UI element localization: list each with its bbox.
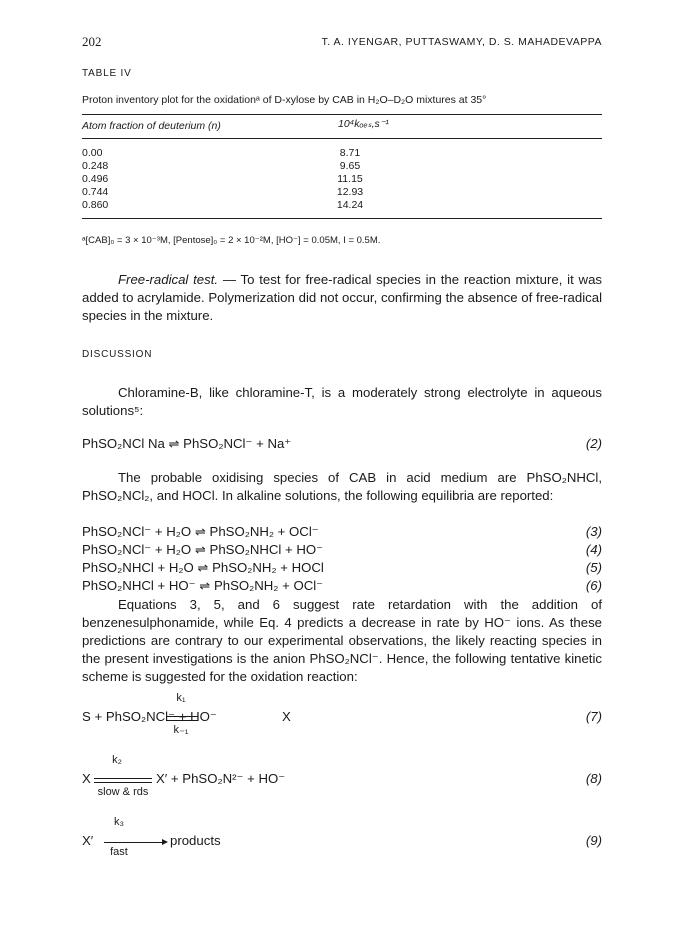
- equation-7-right: X: [282, 709, 291, 724]
- page-number: 202: [82, 34, 102, 49]
- running-head: T. A. IYENGAR, PUTTASWAMY, D. S. MAHADEVAPPA: [321, 36, 602, 48]
- table-cell-n: 0.744: [82, 186, 109, 198]
- equation-9-number: (9): [585, 833, 602, 848]
- discussion-paragraph-2: [82, 469, 602, 505]
- equation-8-k: k₂: [112, 754, 122, 766]
- discussion-heading: DISCUSSION: [82, 349, 153, 360]
- table-cell-k: 14.24: [336, 199, 364, 211]
- equation-9-k-note: fast: [110, 846, 128, 858]
- discussion-text-3: Equations 3, 5, and 6 suggest rate retardation with the addition of benzenesulphonamide, while Eq. 4 predicts a decrease in rate by HO⁻ ions. As these predictions are contrary to our experimental observations, the likely reacting species in the present investigations is the anion PhSO₂NCl⁻. Hence, the following tentative kinetic scheme is suggested for the oxidation reaction:: [82, 597, 602, 684]
- table-col-header-k: 10⁴kₒₑₛ,s⁻¹: [338, 118, 389, 130]
- table-cell-n: 0.248: [82, 160, 109, 172]
- table-cell-n: 0.496: [82, 173, 109, 185]
- table-cell-k: 12.93: [336, 186, 364, 198]
- equation-3-text: PhSO₂NCl⁻ + H₂O ⇌ PhSO₂NH₂ + OCl⁻: [82, 524, 319, 539]
- equation-7-k-reverse: k₋₁: [173, 724, 189, 736]
- equation-8-arrow-bottom: [94, 782, 152, 783]
- table-cell-n: 0.860: [82, 199, 109, 211]
- discussion-paragraph-1: [82, 384, 602, 420]
- equation-8: [82, 771, 602, 789]
- equation-8-number: (8): [585, 771, 602, 786]
- equation-9-left: X′: [82, 833, 94, 848]
- equation-6-text: PhSO₂NHCl + HO⁻ ⇌ PhSO₂NH₂ + OCl⁻: [82, 578, 324, 593]
- equation-2-number: (2): [585, 436, 602, 451]
- equation-7-number: (7): [585, 709, 602, 724]
- equation-6: [82, 578, 602, 596]
- discussion-text-1: Chloramine-B, like chloramine-T, is a moderately strong electrolyte in aqueous solutions⁵:: [82, 385, 602, 418]
- equation-4-text: PhSO₂NCl⁻ + H₂O ⇌ PhSO₂NHCl + HO⁻: [82, 542, 324, 557]
- equation-7-left: S + PhSO₂NCl⁻ + HO⁻: [82, 709, 217, 724]
- equation-7-arrow-top: [166, 716, 198, 717]
- equation-5-text: PhSO₂NHCl + H₂O ⇌ PhSO₂NH₂ + HOCl: [82, 560, 324, 575]
- equation-2: [82, 436, 602, 454]
- equation-9-right: products: [170, 833, 221, 848]
- equation-2-text: PhSO₂NCl Na ⇌ PhSO₂NCl⁻ + Na⁺: [82, 436, 292, 451]
- discussion-paragraph-3: [82, 596, 602, 686]
- equation-8-arrow-top: [94, 778, 152, 779]
- equation-4-number: (4): [585, 542, 602, 557]
- equation-9-k: k₃: [114, 816, 124, 828]
- table-footnote: ᵃ[CAB]₀ = 3 × 10⁻³M, [Pentose]₀ = 2 × 10⁻²M, [HO⁻] = 0.05M, I = 0.5M.: [82, 235, 381, 246]
- equation-4: [82, 542, 602, 560]
- table-top-rule: [82, 114, 602, 115]
- free-radical-paragraph: [82, 271, 602, 325]
- equation-8-right: X′ + PhSO₂N²⁻ + HO⁻: [156, 771, 286, 786]
- table-cell-k: 8.71: [339, 147, 361, 159]
- page-header: [82, 34, 602, 52]
- table-caption: Proton inventory plot for the oxidationᵃ of D-xylose by CAB in H₂O–D₂O mixtures at 35°: [82, 94, 487, 106]
- equation-6-number: (6): [585, 578, 602, 593]
- free-radical-title: Free-radical test.: [118, 272, 219, 287]
- table-cell-n: 0.00: [82, 147, 103, 159]
- equation-5: [82, 560, 602, 578]
- discussion-text-2: The probable oxidising species of CAB in acid medium are PhSO₂NHCl, PhSO₂NCl₂, and HOCl. In alkaline solutions, the following equilibria are reported:: [82, 470, 602, 503]
- equation-9-arrow-head: [162, 839, 168, 845]
- table-cell-k: 11.15: [337, 173, 363, 185]
- table-header-rule: [82, 138, 602, 139]
- equation-3-number: (3): [585, 524, 602, 539]
- free-radical-text: — To test for free-radical species in the reaction mixture, it was added to acrylamide. Polymerization did not occur, confirming the absence of free-radical species in the mixture.: [82, 272, 602, 323]
- table-cell-k: 9.65: [339, 160, 361, 172]
- equation-3: [82, 524, 602, 542]
- equation-8-k-note: slow & rds: [97, 786, 149, 798]
- equation-7: [82, 709, 602, 727]
- equation-7-arrow-bottom: [166, 720, 198, 721]
- equation-8-left: X: [82, 771, 91, 786]
- equation-5-number: (5): [585, 560, 602, 575]
- equation-9-arrow: [104, 842, 164, 843]
- table-col-header-n: Atom fraction of deuterium (n): [82, 120, 221, 132]
- equation-7-k-forward: k₁: [176, 692, 186, 704]
- table-label: TABLE IV: [82, 68, 132, 79]
- table-bottom-rule: [82, 218, 602, 219]
